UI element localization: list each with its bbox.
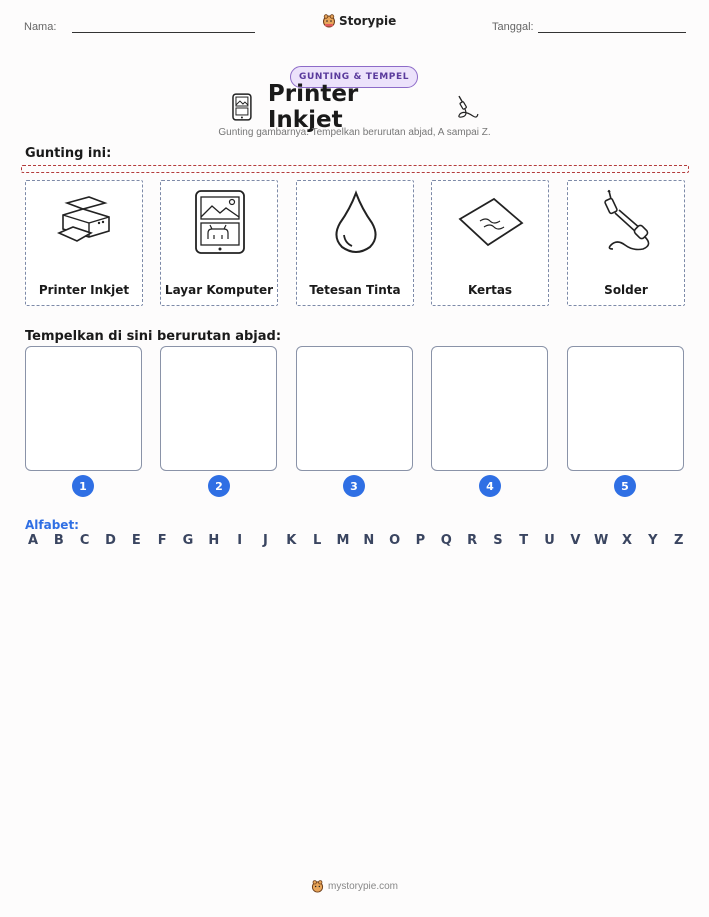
alphabet-letter: U [544,533,555,548]
cut-card-ink-drop[interactable] [296,180,414,306]
cut-card-solder[interactable] [567,180,685,306]
instructions: Gunting gambarnya. Tempelkan berurutan abjad, A sampai Z. [218,127,491,138]
alphabet-letter: D [105,533,116,548]
paste-number-4: 4 [479,475,501,497]
tablet-icon [230,93,254,121]
alphabet-letter: M [336,533,350,548]
alphabet-label: Alfabet: [25,518,79,532]
cut-card-label: Kertas [467,283,513,297]
alphabet-letter: B [53,533,64,548]
tablet-icon [190,189,250,255]
alphabet-row [25,533,687,548]
storypie-mascot-icon [322,14,336,28]
footer-site[interactable]: mystorypie.com [327,881,398,892]
paste-section-label: Tempelkan di sini berurutan abjad: [25,329,282,344]
paste-number-1: 1 [72,475,94,497]
alphabet-letter: P [415,533,426,548]
alphabet-letter: S [493,533,503,548]
paste-box-5[interactable] [567,346,684,471]
paste-number-3: 3 [343,475,365,497]
paste-box-4[interactable] [431,346,548,471]
storypie-mascot-icon [311,880,324,893]
cut-card-computer-screen[interactable] [160,180,278,306]
alphabet-letter: Y [648,533,658,548]
alphabet-letter: R [467,533,478,548]
name-label: Nama: [24,21,57,33]
brand-logo [322,14,396,28]
paste-number-5: 5 [614,475,636,497]
name-line [72,32,255,33]
ink-drop-icon [326,189,386,255]
footer [0,880,709,893]
alphabet-letter: K [286,533,297,548]
brand-name: Storypie [339,14,397,28]
alphabet-letter: F [157,533,167,548]
cut-card-label: Tetesan Tinta [309,283,401,297]
page-title: Printer Inkjet [267,81,359,133]
cut-card-label: Solder [604,283,648,297]
alphabet-letter: Z [673,533,684,548]
cut-card-label: Layar Komputer [164,283,274,297]
alphabet-letter: G [182,533,194,548]
alphabet-letter: V [570,533,581,548]
alphabet-letter: C [79,533,90,548]
alphabet-letter: H [208,533,220,548]
alphabet-letter: X [622,533,633,548]
alphabet-letter: E [131,533,141,548]
soldering-iron-icon [597,189,657,255]
alphabet-letter: W [594,533,609,548]
date-line [538,32,686,33]
alphabet-letter: N [363,533,375,548]
alphabet-letter: T [519,533,529,548]
date-label: Tanggal: [492,21,534,33]
cut-card-printer[interactable] [25,180,143,306]
soldering-iron-icon [454,94,480,120]
paste-number-2: 2 [208,475,230,497]
paste-box-2[interactable] [160,346,277,471]
cut-card-paper[interactable] [431,180,549,306]
cut-section-label: Gunting ini: [25,146,112,161]
alphabet-letter: L [312,533,322,548]
alphabet-letter: O [389,533,401,548]
alphabet-letter: Q [440,533,452,548]
title-row [230,81,480,133]
paste-box-1[interactable] [25,346,142,471]
printer-icon [55,191,115,251]
alphabet-letter: I [237,533,243,548]
alphabet-letter: J [263,533,268,548]
paste-box-3[interactable] [296,346,413,471]
cut-line [21,165,689,173]
paper-icon [456,193,526,253]
cut-card-label: Printer Inkjet [38,283,130,297]
alphabet-letter: A [27,533,39,548]
activity-badge: GUNTING & TEMPEL [290,66,418,88]
